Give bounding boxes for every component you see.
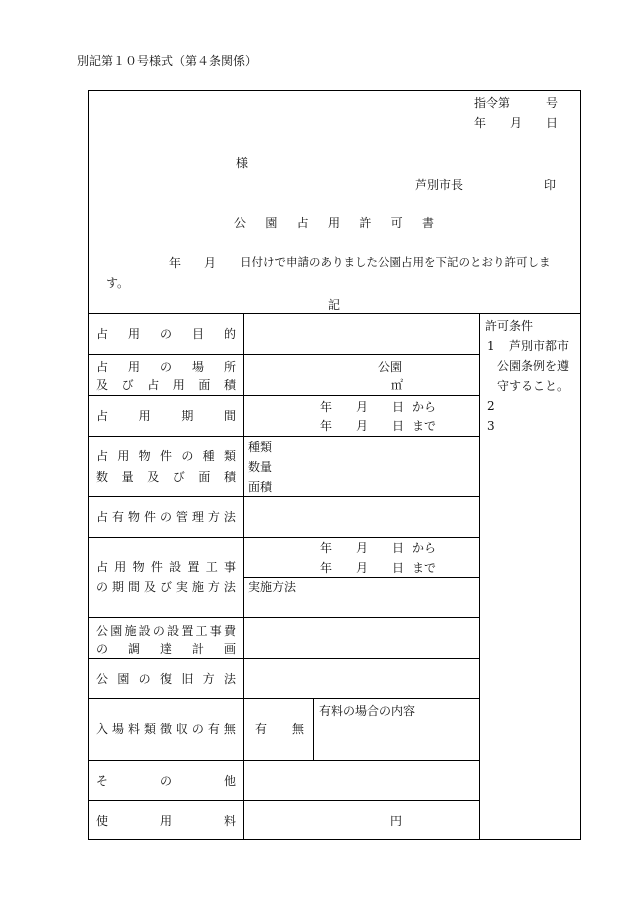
usage-fee-unit: 円 [390,814,403,828]
label-work-period: 占 用 物 件 設 置 工 事 [96,560,236,574]
fee-no-option: 無 [292,722,305,736]
row-subline [243,577,479,578]
label-place: 占 用 の 場 所 [96,360,236,374]
park-name-suffix: 公園 [378,360,403,374]
label-usage-fee: 使 用 料 [96,814,236,828]
period-from: 年 月 日 から [320,400,437,414]
fee-divider [313,698,314,760]
row-line [88,698,479,699]
row-line [88,658,479,659]
object-quantity: 数量 [248,460,273,474]
intro-month: 月 [204,256,217,270]
label-object-qty: 数 量 及 び 面 積 [96,470,236,484]
work-method-field: 実施方法 [248,580,297,594]
condition-1-line2: 公園条例を遵 [497,359,570,373]
table-top-line [88,313,581,314]
label-other: そ の 他 [96,774,236,788]
label-management: 占 有 物 件 の 管 理 方 法 [96,510,236,524]
issuer-name: 芦別市長 [415,178,464,192]
fee-detail-label: 有料の場合の内容 [319,704,416,718]
intro-text-line2: す。 [106,276,130,290]
addressee-suffix: 様 [236,156,249,170]
document-title: 公 園 占 用 許 可 書 [234,216,434,230]
seal-mark: 印 [544,178,557,192]
object-kind: 種類 [248,440,273,454]
header-date-day: 日 [546,116,559,130]
label-work-method: の 期 間 及 び 実 施 方 法 [96,580,236,594]
condition-1-line3: 守すること。 [497,379,570,393]
label-fee-collection: 入 場 料 類 徴 収 の 有 無 [96,722,236,736]
order-number-suffix: 号 [546,96,559,110]
label-object-type: 占 用 物 件 の 種 類 [96,449,236,463]
label-period: 占 用 期 間 [96,409,236,423]
intro-text-line1: 日付けで申請のありました公園占用を下記のとおり許可しま [240,255,551,269]
area-unit: ㎡ [391,378,404,392]
condition-1-line1: 芦別市都市 [509,339,570,353]
row-line [88,617,479,618]
object-area: 面積 [248,480,273,494]
conditions-title: 許可条件 [485,319,534,333]
label-area: 及 び 占 用 面 積 [96,378,236,392]
condition-2-number: 2 [487,399,495,413]
row-line [88,760,479,761]
label-cost-plan-2: の 調 達 計 画 [96,642,236,656]
row-line [88,800,479,801]
ki-heading: 記 [328,298,341,312]
label-purpose: 占 用 の 目 的 [96,327,236,341]
fee-yes-option: 有 [255,722,268,736]
condition-1-number: 1 [487,339,495,353]
row-line [88,496,479,497]
order-number-label: 指令第 [474,96,511,110]
row-line [88,354,479,355]
work-until: 年 月 日 まで [320,561,437,575]
intro-year: 年 [169,256,182,270]
row-line [88,537,479,538]
row-line [88,395,479,396]
label-restoration: 公 園 の 復 旧 方 法 [96,672,236,686]
header-date-year: 年 [474,116,487,130]
form-reference: 別記第１０号様式（第４条関係） [77,54,258,68]
condition-3-number: 3 [487,419,495,433]
label-cost-plan: 公 園 施 設 の 設 置 工 事 費 [96,624,236,638]
header-date-month: 月 [510,116,523,130]
work-from: 年 月 日 から [320,541,437,555]
period-until: 年 月 日 まで [320,419,437,433]
conditions-column-divider [479,313,480,840]
row-line [88,436,479,437]
